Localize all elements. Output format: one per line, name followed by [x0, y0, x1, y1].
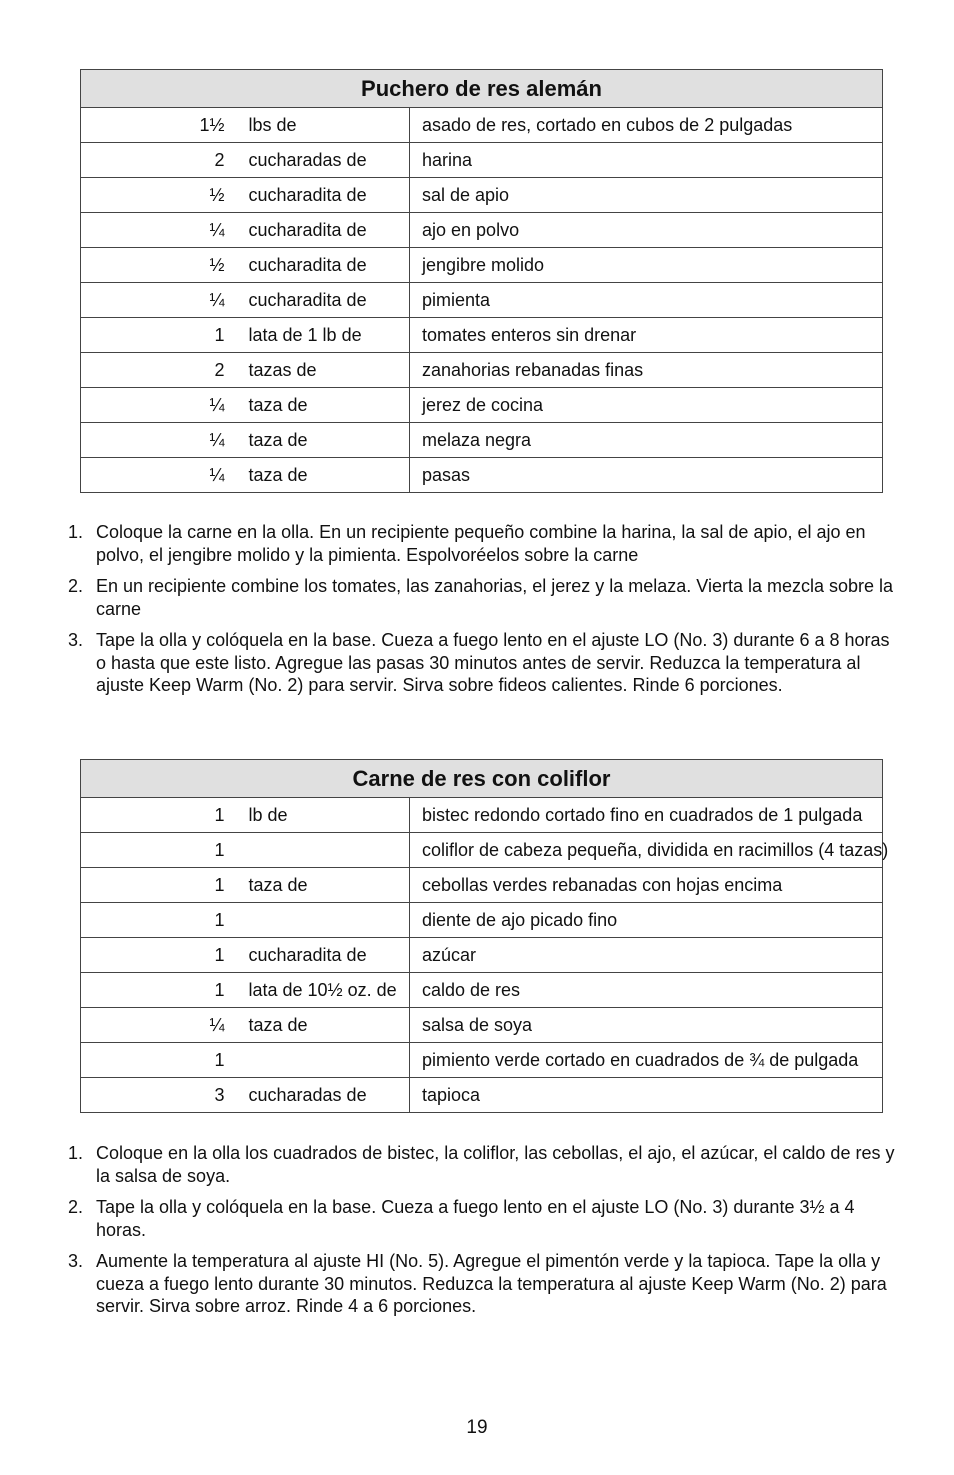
- step-text: Tape la olla y colóquela en la base. Cueza a fuego lento en el ajuste LO (No. 3) durante 6 a 8 horas o hasta que este listo. Agregue las pasas 30 minutos antes de servir. Reduzca la temperatura al ajuste Keep Warm (No. 2) para servir. Sirva sobre fideos calientes. Rinde 6 porciones.: [96, 630, 890, 695]
- ingredient-unit: tazas de: [249, 353, 410, 388]
- ingredient-list: [81, 108, 883, 493]
- ingredient-row: [81, 353, 883, 388]
- ingredient-unit: [249, 1043, 410, 1078]
- instructions-list: [68, 521, 898, 706]
- step-text: Tape la olla y colóquela en la base. Cueza a fuego lento en el ajuste LO (No. 3) durante 3½ a 4 horas.: [96, 1197, 855, 1240]
- instruction-step: [68, 1250, 898, 1318]
- instructions-list: [68, 1142, 898, 1327]
- ingredient-unit: [249, 903, 410, 938]
- ingredient-item: bistec redondo cortado fino en cuadrados de 1 pulgada: [410, 798, 883, 833]
- ingredient-qty: ½: [81, 178, 249, 213]
- recipe-table-coliflor: [80, 759, 889, 1113]
- instruction-step: [68, 521, 898, 566]
- ingredient-item: pimienta: [410, 283, 883, 318]
- ingredient-unit: taza de: [249, 868, 410, 903]
- ingredient-qty: ¼: [81, 283, 249, 318]
- ingredient-unit: lb de: [249, 798, 410, 833]
- ingredient-qty: 1: [81, 1043, 249, 1078]
- ingredient-qty: 1½: [81, 108, 249, 143]
- ingredient-row: [81, 833, 883, 868]
- ingredient-unit: cucharadas de: [249, 143, 410, 178]
- recipe-table-puchero: [80, 69, 883, 493]
- ingredient-unit: taza de: [249, 1008, 410, 1043]
- ingredient-row: [81, 973, 883, 1008]
- ingredient-list: [81, 798, 889, 1113]
- ingredient-qty: ¼: [81, 423, 249, 458]
- step-number: 3.: [68, 1251, 84, 1271]
- ingredient-unit: taza de: [249, 423, 410, 458]
- ingredient-qty: 1: [81, 938, 249, 973]
- ingredient-unit: cucharadita de: [249, 283, 410, 318]
- step-number: 2.: [68, 1197, 84, 1217]
- ingredient-item: sal de apio: [410, 178, 883, 213]
- ingredient-row: [81, 868, 883, 903]
- ingredient-qty: 2: [81, 353, 249, 388]
- step-number: 1.: [68, 1143, 84, 1163]
- step-number: 1.: [68, 522, 84, 542]
- ingredient-item: asado de res, cortado en cubos de 2 pulgadas: [410, 108, 883, 143]
- ingredient-row: [81, 423, 883, 458]
- ingredient-qty: 1: [81, 798, 249, 833]
- ingredient-item: coliflor de cabeza pequeña, dividida en racimillos (4 tazas): [410, 833, 883, 868]
- ingredient-unit: [249, 833, 410, 868]
- ingredient-unit: taza de: [249, 388, 410, 423]
- step-text: Coloque la carne en la olla. En un recipiente pequeño combine la harina, la sal de apio, el ajo en polvo, el jengibre molido y la pimienta. Espolvoréelos sobre la carne: [96, 522, 866, 565]
- ingredient-unit: cucharadas de: [249, 1078, 410, 1113]
- ingredient-qty: 2: [81, 143, 249, 178]
- ingredient-qty: 1: [81, 973, 249, 1008]
- ingredient-item: zanahorias rebanadas finas: [410, 353, 883, 388]
- ingredient-item: salsa de soya: [410, 1008, 883, 1043]
- ingredient-qty: 1: [81, 833, 249, 868]
- recipe-title: Puchero de res alemán: [81, 70, 883, 108]
- recipe-title: Carne de res con coliflor: [81, 760, 883, 798]
- step-text: En un recipiente combine los tomates, las zanahorias, el jerez y la melaza. Vierta la mezcla sobre la carne: [96, 576, 894, 619]
- ingredient-qty: 1: [81, 318, 249, 353]
- ingredient-row: [81, 283, 883, 318]
- ingredient-qty: ¼: [81, 213, 249, 248]
- ingredient-item: harina: [410, 143, 883, 178]
- ingredient-item: azúcar: [410, 938, 883, 973]
- ingredient-item: caldo de res: [410, 973, 883, 1008]
- ingredient-unit: lata de 10½ oz. de: [249, 973, 410, 1008]
- ingredient-item: diente de ajo picado fino: [410, 903, 883, 938]
- ingredient-row: [81, 1078, 883, 1113]
- ingredient-unit: cucharadita de: [249, 938, 410, 973]
- ingredient-row: [81, 798, 883, 833]
- ingredient-qty: ½: [81, 248, 249, 283]
- ingredient-item: melaza negra: [410, 423, 883, 458]
- ingredient-item: pimiento verde cortado en cuadrados de ¾ de pulgada: [410, 1043, 883, 1078]
- ingredient-item: cebollas verdes rebanadas con hojas encima: [410, 868, 883, 903]
- ingredient-row: [81, 938, 883, 973]
- ingredient-row: [81, 1043, 883, 1078]
- step-text: Coloque en la olla los cuadrados de bistec, la coliflor, las cebollas, el ajo, el azúcar, el caldo de res y la salsa de soya.: [96, 1143, 895, 1186]
- ingredient-row: [81, 108, 883, 143]
- ingredient-row: [81, 318, 883, 353]
- instruction-step: [68, 575, 898, 620]
- ingredient-row: [81, 458, 883, 493]
- ingredient-row: [81, 213, 883, 248]
- instruction-step: [68, 1196, 898, 1241]
- ingredient-unit: cucharadita de: [249, 213, 410, 248]
- ingredient-qty: ¼: [81, 388, 249, 423]
- step-number: 3.: [68, 630, 84, 650]
- ingredient-qty: 1: [81, 903, 249, 938]
- ingredient-item: tapioca: [410, 1078, 883, 1113]
- ingredient-item: ajo en polvo: [410, 213, 883, 248]
- ingredient-row: [81, 1008, 883, 1043]
- ingredient-row: [81, 143, 883, 178]
- ingredient-unit: cucharadita de: [249, 178, 410, 213]
- ingredient-unit: cucharadita de: [249, 248, 410, 283]
- instruction-step: [68, 1142, 898, 1187]
- instruction-step: [68, 629, 898, 697]
- ingredient-item: jengibre molido: [410, 248, 883, 283]
- step-number: 2.: [68, 576, 84, 596]
- ingredient-row: [81, 388, 883, 423]
- ingredient-unit: lata de 1 lb de: [249, 318, 410, 353]
- ingredient-qty: ¼: [81, 1008, 249, 1043]
- ingredient-qty: ¼: [81, 458, 249, 493]
- ingredient-qty: 3: [81, 1078, 249, 1113]
- ingredient-row: [81, 248, 883, 283]
- ingredient-row: [81, 178, 883, 213]
- ingredient-item: pasas: [410, 458, 883, 493]
- page-number: 19: [466, 1417, 488, 1438]
- ingredient-item: jerez de cocina: [410, 388, 883, 423]
- ingredient-row: [81, 903, 883, 938]
- ingredient-item: tomates enteros sin drenar: [410, 318, 883, 353]
- ingredient-unit: lbs de: [249, 108, 410, 143]
- ingredient-unit: taza de: [249, 458, 410, 493]
- step-text: Aumente la temperatura al ajuste HI (No. 5). Agregue el pimentón verde y la tapioca. Tape la olla y cueza a fuego lento durante 30 minutos. Reduzca la temperatura al ajuste Keep Warm (No. 2) para servir. Sirva sobre arroz. Rinde 4 a 6 porciones.: [96, 1251, 887, 1316]
- ingredient-qty: 1: [81, 868, 249, 903]
